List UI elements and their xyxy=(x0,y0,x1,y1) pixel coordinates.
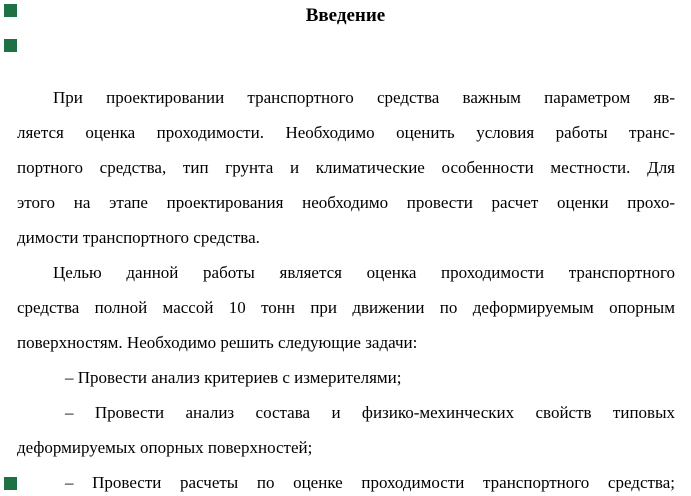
text-line: При проектировании транспортного средства важным параметром яв- xyxy=(53,88,675,107)
text-line: портного средства, тип грунта и климатические особенности местности. Для xyxy=(17,158,675,177)
text-line: поверхностям. Необходимо решить следующие задачи: xyxy=(17,333,418,352)
text-line: димости транспортного средства. xyxy=(17,228,260,247)
green-square-marker xyxy=(4,39,17,52)
text-line: – Провести анализ состава и физико-мехинческих свойств типовых xyxy=(65,403,675,422)
text-line: – Провести анализ критериев с измерителями; xyxy=(65,368,402,387)
document-title: Введение xyxy=(305,5,386,26)
text-line: – Провести расчеты по оценке проходимости транспортного средства; xyxy=(65,473,675,492)
text-line: деформируемых опорных поверхностей; xyxy=(17,438,313,457)
text-line: ляется оценка проходимости. Необходимо оценить условия работы транс- xyxy=(17,123,675,142)
green-square-marker xyxy=(4,477,17,490)
document-body xyxy=(0,80,691,496)
text-line: этого на этапе проектирования необходимо провести расчет оценки прохо- xyxy=(17,193,675,212)
text-line: Целью данной работы является оценка проходимости транспортного xyxy=(53,263,675,282)
text-line: средства полной массой 10 тонн при движении по деформируемым опорным xyxy=(17,298,675,317)
green-square-marker xyxy=(4,4,17,17)
